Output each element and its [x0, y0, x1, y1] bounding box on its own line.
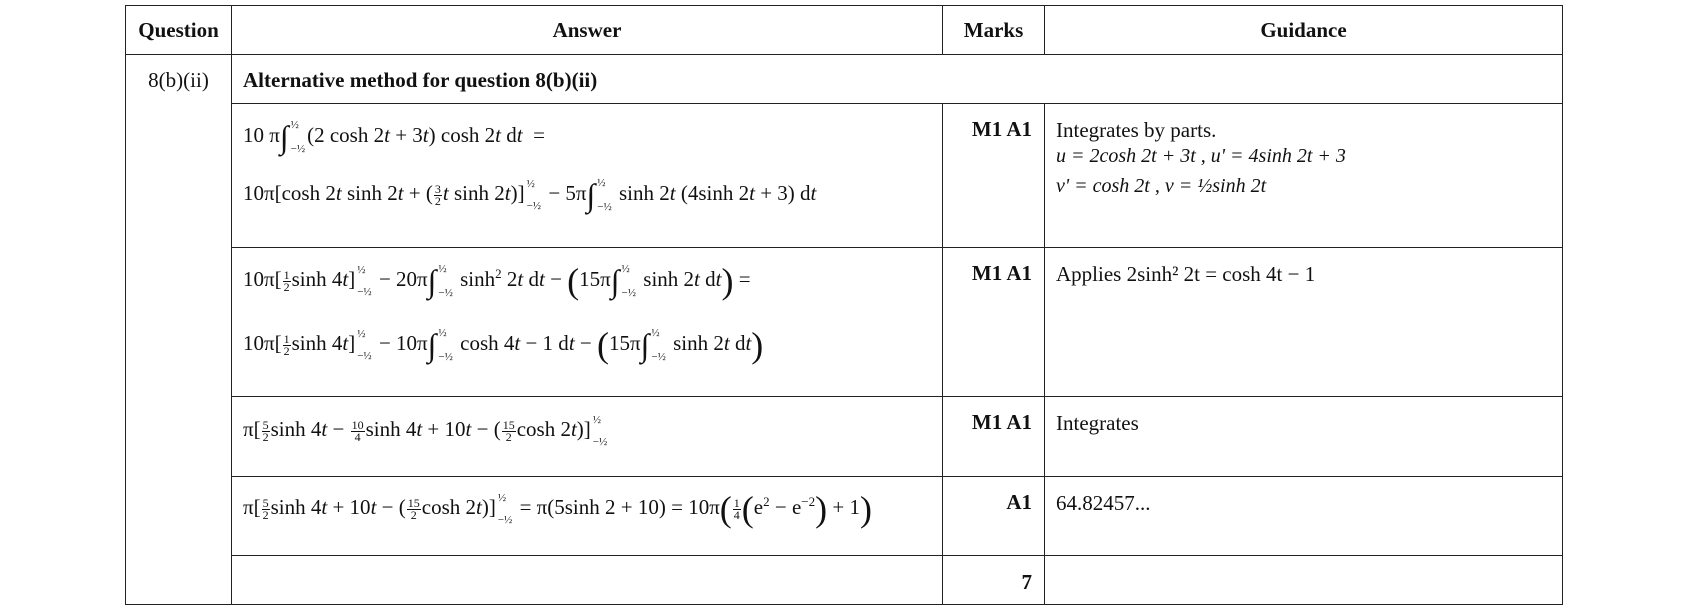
- guidance-line: v' = cosh 2t , v = ½sinh 2t: [1056, 175, 1267, 197]
- mark-scheme-table: [125, 5, 1563, 605]
- marks-cell: M1 A1: [943, 104, 1045, 248]
- alternative-method-heading: Alternative method for question 8(b)(ii): [232, 55, 1563, 104]
- marks-cell: M1 A1: [943, 397, 1045, 477]
- guidance-line: Applies 2sinh² 2t = cosh 4t − 1: [1056, 262, 1316, 286]
- answer-cell: [232, 104, 943, 248]
- guidance-cell: [1045, 104, 1563, 248]
- table-row: [126, 397, 1563, 477]
- guidance-cell: [1045, 248, 1563, 397]
- table-row: [126, 248, 1563, 397]
- marks-cell: M1 A1: [943, 248, 1045, 397]
- answer-line: 10π[cosh 2t sinh 2t + ( $\frac{3}{2}$ t sinh 2t)] ½ −½ − 5π∫ ½ −½ sinh 2t (4sinh 2t + 3) dt: [243, 177, 817, 213]
- header-question: Question: [126, 6, 232, 55]
- guidance-line: Integrates by parts.: [1056, 118, 1217, 142]
- answer-line: π[ $\frac{5}{2}$ sinh 4t − $\frac{10}{4}$ sinh 4t + 10t − ( $\frac{15}{2}$ cosh 2t)] ½ −½: [243, 414, 608, 448]
- guidance-line: u = 2cosh 2t + 3t , u' = 4sinh 2t + 3: [1056, 145, 1346, 167]
- answer-cell: [232, 248, 943, 397]
- answer-line: 10π[ $\frac{1}{2}$ sinh 4t] ½ −½ − 10π∫ ½ −½ cosh 4t − 1 dt − (15π∫ ½ −½ sinh 2t dt): [243, 325, 764, 365]
- answer-cell: [232, 397, 943, 477]
- total-row: [126, 556, 1563, 605]
- header-guidance: Guidance: [1045, 6, 1563, 55]
- header-answer: Answer: [232, 6, 943, 55]
- table-row: [126, 477, 1563, 556]
- answer-line: 10 π∫ ½ −½ (2 cosh 2t + 3t) cosh 2t dt =: [243, 119, 545, 155]
- guidance-line: 64.82457...: [1056, 491, 1151, 515]
- table-row: [126, 104, 1563, 248]
- question-number: 8(b)(ii): [126, 55, 232, 605]
- answer-cell: [232, 477, 943, 556]
- total-marks: 7: [943, 556, 1045, 605]
- answer-line: 10π[ $\frac{1}{2}$ sinh 4t] ½ −½ − 20π∫ ½ −½ $\sinh^2 2t$ dt − (15π∫ ½ −½ sinh 2t dt) =: [243, 261, 751, 301]
- guidance-cell: [1045, 397, 1563, 477]
- marks-cell: A1: [943, 477, 1045, 556]
- header-marks: Marks: [943, 6, 1045, 55]
- guidance-line: Integrates: [1056, 411, 1139, 435]
- guidance-cell-empty: [1045, 556, 1563, 605]
- guidance-cell: [1045, 477, 1563, 556]
- answer-cell-empty: [232, 556, 943, 605]
- answer-line: π[ $\frac{5}{2}$ sinh 4t + 10t − ( $\frac{15}{2}$ cosh 2t)] ½ −½ = π(5sinh 2 + 10) = 10π( $\frac{1}{4}$ $(e^2 - e^{-2}) + 1$): [243, 489, 872, 529]
